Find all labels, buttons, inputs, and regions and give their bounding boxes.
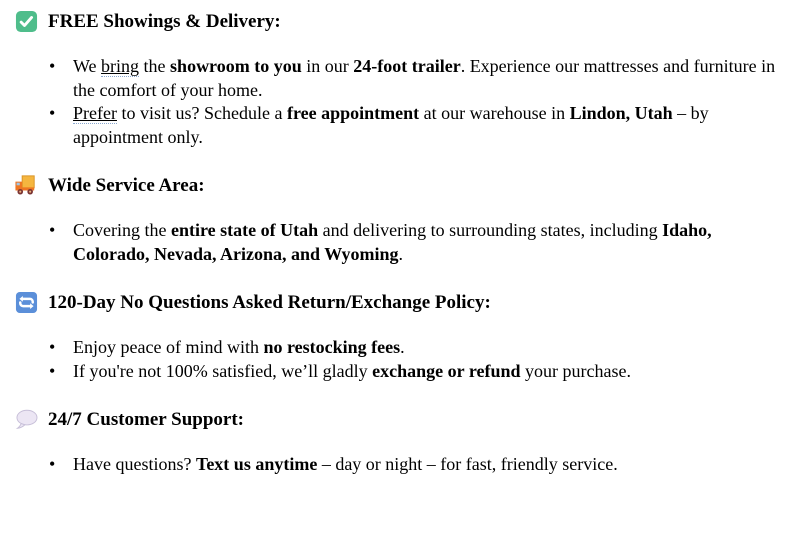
text-run: 24-foot trailer	[353, 56, 461, 76]
bullet-item	[73, 102, 779, 149]
bullet-list	[14, 219, 785, 266]
text-run: in our	[301, 56, 354, 76]
text-run: the	[139, 56, 171, 76]
section-heading-row	[14, 173, 785, 197]
section-heading-row	[14, 407, 785, 431]
text-run: Covering the	[73, 220, 171, 240]
text-run: Idaho, Colorado, Nevada, Arizona, and Wyoming	[73, 220, 712, 264]
text-run: to visit us? Schedule a	[116, 103, 287, 123]
repeat-icon	[14, 290, 39, 314]
text-run: bring	[101, 56, 140, 76]
bullet-list	[14, 453, 785, 477]
section-heading: FREE Showings & Delivery:	[48, 10, 281, 32]
text-run: no restocking fees	[263, 337, 401, 357]
text-run: Have questions?	[73, 454, 196, 474]
text-run: Lindon, Utah	[569, 103, 673, 123]
text-run: and delivering to surrounding states, including	[318, 220, 663, 240]
text-run: free appointment	[286, 103, 420, 123]
feature-section	[14, 407, 785, 477]
text-run: We	[73, 56, 102, 76]
text-run: .	[400, 337, 405, 357]
text-run: entire state of Utah	[170, 220, 319, 240]
feature-section	[14, 9, 785, 149]
document	[14, 9, 785, 477]
delivery-truck-icon	[14, 173, 39, 197]
feature-section	[14, 290, 785, 383]
text-run: – day or night – for fast, friendly service.	[317, 454, 618, 474]
text-run: your purchase.	[520, 360, 631, 381]
feature-section	[14, 173, 785, 266]
section-heading: 24/7 Customer Support:	[48, 408, 244, 430]
bullet-item	[73, 336, 779, 360]
text-run: Text us anytime	[195, 454, 318, 474]
section-heading: 120-Day No Questions Asked Return/Exchange Policy:	[48, 291, 491, 313]
section-heading-row	[14, 290, 785, 314]
section-heading-row	[14, 9, 785, 33]
text-run: Prefer	[73, 103, 117, 123]
speech-balloon-icon	[14, 407, 39, 431]
text-run: – by appointment only.	[73, 103, 709, 147]
text-run: . Experience our mattresses and furniture in the comfort of your home.	[73, 56, 776, 100]
bullet-item	[73, 360, 779, 384]
text-run: If you're not 100% satisfied, we’ll gladly	[73, 360, 373, 381]
section-heading: Wide Service Area:	[48, 174, 205, 196]
text-run: Enjoy peace of mind with	[73, 337, 264, 357]
check-mark-icon	[14, 9, 39, 33]
bullet-list	[14, 336, 785, 383]
text-run: .	[398, 243, 404, 264]
text-run: showroom to you	[170, 56, 302, 76]
text-run: exchange or refund	[372, 360, 521, 381]
bullet-item	[73, 55, 779, 102]
bullet-list	[14, 55, 785, 149]
bullet-item	[73, 219, 779, 266]
bullet-item	[73, 453, 779, 477]
text-run: at our warehouse in	[419, 103, 570, 123]
